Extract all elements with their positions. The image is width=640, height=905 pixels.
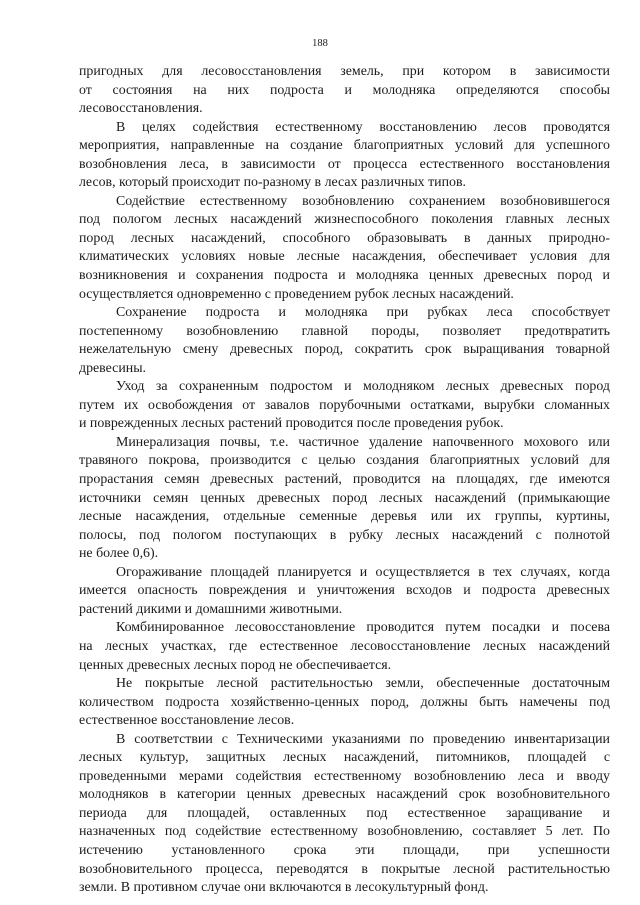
text-line: периода для площадей, оставленных под естественное заращивание и — [79, 805, 610, 821]
text-line: возобновительного процесса, переводятся в покрытые лесной растительностью — [79, 861, 610, 877]
text-line: возникновения и сохранения подроста и молодняка ценных древесных пород и — [79, 268, 610, 284]
text-line: истечению установленного срока эти площади, при успешности — [79, 842, 610, 858]
text-line: под пологом лесных насаждений жизнеспособного поколения главных лесных — [79, 212, 610, 228]
paragraph-first-line: Не покрытые лесной растительностью земли, обеспеченные достаточным — [116, 676, 610, 692]
text-line: не более 0,6). — [79, 546, 159, 562]
document-body-text — [79, 63, 610, 898]
paragraph-first-line: Минерализация почвы, т.е. частичное удаление напочвенного мохового или — [116, 434, 610, 450]
text-line: лесных культур, защитных лесных насаждений, питомников, площадей с — [79, 750, 610, 766]
paragraph-first-line: В целях содействия естественному восстановлению лесов проводятся — [116, 119, 610, 135]
text-line: лесов, который происходит по-разному в лесах различных типов. — [79, 175, 466, 191]
text-line: древесины. — [79, 360, 147, 376]
text-line: пригодных для лесовосстановления земель, при котором в зависимости — [79, 64, 610, 79]
text-line: на лесных участках, где естественное лесовосстановление лесных насаждений — [79, 638, 610, 654]
text-line: полосы, под пологом поступающих в рубку лесных насаждений с полнотой — [79, 527, 610, 543]
text-line: от состояния на них подроста и молодняка определяются способы — [79, 82, 610, 98]
paragraph-first-line: Сохранение подроста и молодняка при рубках леса способствует — [116, 305, 610, 321]
text-line: возобновления леса, в зависимости от процесса естественного восстановления — [79, 156, 610, 172]
text-line: молодняков в категории ценных древесных насаждений срок возобновительного — [79, 787, 610, 803]
text-line: естественное восстановление лесов. — [79, 713, 295, 729]
text-line: проведенными мерами содействия естественному возобновлению леса и вводу — [79, 768, 610, 784]
text-line: имеется опасность повреждения и уничтожения всходов и подроста древесных — [79, 583, 610, 599]
text-line: постепенному возобновлению главной породы, позволяет предотвратить — [79, 323, 610, 339]
text-line: количеством подроста хозяйственно-ценных пород, должны быть намечены под — [79, 694, 610, 710]
paragraph-first-line: Комбинированное лесовосстановление проводится путем посадки и посева — [116, 620, 610, 636]
text-line: климатических условиях новые лесные насаждения, обеспечивает условия для — [79, 249, 610, 265]
text-line: осуществляется одновременно с проведением рубок лесных насаждений. — [79, 286, 514, 302]
text-line: растений дикими и домашними животными. — [79, 601, 343, 617]
text-line: травяного покрова, производится с целью создания благоприятных условий для — [79, 453, 610, 469]
text-line: назначенных под содействие естественному возобновлению, составляет 5 лет. По — [79, 824, 610, 840]
text-line: лесовосстановления. — [79, 101, 203, 117]
text-line: лесные насаждения, отдельные семенные деревья или их группы, куртины, — [79, 509, 610, 525]
paragraph-first-line: Содействие естественному возобновлению сохранением возобновившегося — [116, 193, 610, 209]
text-line: прорастания семян древесных растений, проводится на площадях, где имеются — [79, 472, 610, 488]
text-line: земли. В противном случае они включаются в лесокультурный фонд. — [79, 880, 489, 896]
paragraph-first-line: Уход за сохраненным подростом и молодняком лесных древесных пород — [116, 379, 610, 395]
text-line: мероприятия, направленные на создание благоприятных условий для успешного — [79, 138, 610, 154]
paragraph-first-line: Огораживание площадей планируется и осуществляется в тех случаях, когда — [116, 564, 610, 580]
page-number: 188 — [312, 38, 328, 49]
text-line: ценных древесных лесных пород не обеспечивается. — [79, 657, 392, 673]
text-line: источники семян ценных древесных пород лесных насаждений (примыкающие — [79, 490, 610, 506]
text-line: пород лесных насаждений, способного образовывать в данных природно- — [79, 230, 610, 246]
paragraph-first-line: В соответствии с Техническими указаниями по проведению инвентаризации — [116, 731, 610, 747]
text-line: и поврежденных лесных растений проводится после проведения рубок. — [79, 416, 504, 432]
text-line: путем их освобождения от завалов порубочными остатками, вырубки сломанных — [79, 397, 610, 413]
text-line: нежелательную смену древесных пород, сократить срок выращивания товарной — [79, 342, 610, 358]
